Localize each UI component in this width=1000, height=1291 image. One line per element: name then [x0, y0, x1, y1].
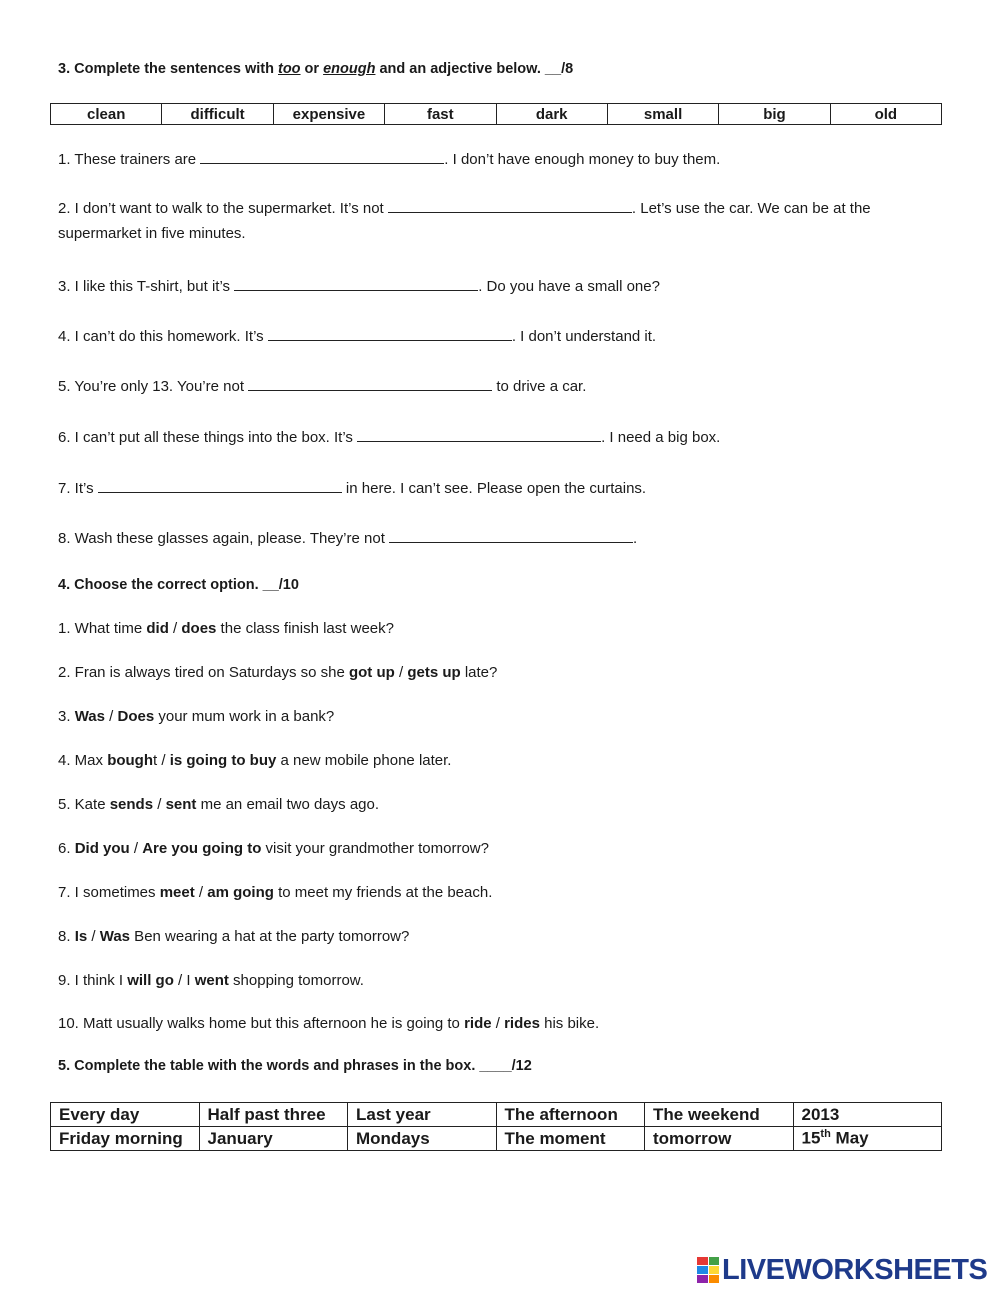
choice-item-8 [58, 928, 409, 945]
choice-text: / I [173, 972, 195, 989]
choice-text: t / [153, 752, 170, 769]
choice-text: / [491, 1015, 505, 1032]
choice-text: / [153, 796, 166, 813]
option-choice[interactable]: Did you [74, 840, 130, 857]
choice-text: Ben wearing a hat at the party tomorrow? [130, 928, 410, 945]
word-cell: old [830, 104, 941, 125]
choice-text: 4. Max [58, 752, 108, 769]
option-choice[interactable]: meet [159, 884, 195, 901]
option-choice[interactable]: does [181, 620, 217, 637]
choice-text: / [87, 928, 100, 945]
option-choice[interactable]: Was [74, 708, 105, 725]
choice-text: your mum work in a bank? [154, 708, 335, 725]
option-choice[interactable]: ride [464, 1015, 492, 1032]
adjective-word-box [50, 103, 942, 125]
option-choice[interactable]: sends [109, 796, 154, 813]
word-cell: difficult [162, 104, 273, 125]
table-cell: tomorrow [645, 1127, 794, 1151]
choice-text: 1. What time [58, 620, 147, 637]
choice-text: the class finish last week? [216, 620, 394, 637]
sentence-text: 8. Wash these glasses again, please. They’re not [58, 530, 390, 547]
choice-text: / [129, 840, 143, 857]
logo-block [697, 1275, 708, 1283]
choice-text: 9. I think I [58, 972, 128, 989]
choice-item-7 [58, 884, 492, 901]
logo-block [697, 1257, 708, 1265]
choice-text: 3. [58, 708, 75, 725]
sentence-text: in here. I can’t see. Please open the curtains. [341, 480, 647, 497]
logo-block [697, 1266, 708, 1274]
choice-text: / [194, 884, 208, 901]
option-choice[interactable]: got up [348, 664, 395, 681]
table-cell: Mondays [348, 1127, 497, 1151]
choice-text: 5. Kate [58, 796, 110, 813]
table-row [51, 1127, 942, 1151]
sentence-1 [58, 149, 720, 168]
option-choice[interactable]: rides [504, 1015, 540, 1032]
choice-text: 8. [58, 928, 75, 945]
choice-text: a new mobile phone later. [276, 752, 452, 769]
word-cell: dark [496, 104, 607, 125]
logo-blocks-icon [697, 1257, 719, 1283]
answer-blank-6[interactable] [357, 427, 601, 442]
choice-text: 7. I sometimes [58, 884, 160, 901]
answer-blank-2[interactable] [388, 198, 632, 213]
option-choice[interactable]: sent [165, 796, 197, 813]
date-number: 15 [801, 1128, 821, 1148]
sentence-6 [58, 427, 720, 446]
table-cell: Half past three [199, 1103, 348, 1127]
sentence-text: 2. I don’t want to walk to the supermarket. It’s not [58, 200, 388, 217]
answer-blank-7[interactable] [98, 478, 342, 493]
heading-or: or [300, 61, 324, 77]
word-cell: big [719, 104, 830, 125]
section-3-heading [58, 61, 573, 77]
logo-block [709, 1266, 720, 1274]
time-expressions-table [50, 1102, 942, 1151]
sentence-text: . Let’s use the car. We can be at the supermarket in five minutes. [58, 200, 871, 242]
answer-blank-8[interactable] [389, 528, 633, 543]
choice-text: 6. [58, 840, 75, 857]
choice-item-4 [58, 752, 451, 769]
table-cell: The afternoon [496, 1103, 645, 1127]
option-choice[interactable]: will go [127, 972, 174, 989]
table-cell-date [793, 1127, 942, 1151]
sentence-text: 5. You’re only 13. You’re not [58, 378, 249, 395]
table-cell: The weekend [645, 1103, 794, 1127]
sentence-text: . I need a big box. [601, 429, 721, 446]
choice-text: 10. Matt usually walks home but this afternoon he is going to [58, 1015, 465, 1032]
answer-blank-5[interactable] [248, 376, 492, 391]
option-choice[interactable]: went [194, 972, 229, 989]
sentence-text: . I don’t understand it. [511, 328, 657, 345]
table-cell: The moment [496, 1127, 645, 1151]
choice-text: his bike. [539, 1015, 600, 1032]
choice-item-1 [58, 620, 394, 637]
word-cell: fast [385, 104, 496, 125]
table-cell: Last year [348, 1103, 497, 1127]
sentence-text: 7. It’s [58, 480, 98, 497]
liveworksheets-logo [697, 1255, 987, 1285]
section-5-heading: 5. Complete the table with the words and phrases in the box. ____/12 [58, 1058, 532, 1074]
sentence-text: . I don’t have enough money to buy them. [444, 151, 721, 168]
choice-text: shopping tomorrow. [228, 972, 364, 989]
option-choice[interactable]: is going to buy [169, 752, 277, 769]
choice-text: / [168, 620, 182, 637]
section-3-heading-pre: 3. Complete the sentences with [58, 61, 278, 77]
table-cell: Friday morning [51, 1127, 200, 1151]
sentence-7 [58, 478, 646, 497]
option-choice[interactable]: Does [117, 708, 155, 725]
sentence-text: 6. I can’t put all these things into the box. It’s [58, 429, 358, 446]
choice-item-9 [58, 972, 364, 989]
sentence-text: 4. I can’t do this homework. It’s [58, 328, 268, 345]
choice-text: late? [460, 664, 498, 681]
choice-text: me an email two days ago. [196, 796, 380, 813]
section-4-heading: 4. Choose the correct option. __/10 [58, 577, 299, 593]
option-choice[interactable]: am going [207, 884, 274, 901]
table-cell: Every day [51, 1103, 200, 1127]
option-choice[interactable]: Is [74, 928, 88, 945]
logo-block [709, 1257, 720, 1265]
sentence-2 [58, 196, 938, 246]
choice-text: 2. Fran is always tired on Saturdays so she [58, 664, 349, 681]
choice-text: / [394, 664, 408, 681]
heading-too: too [277, 61, 301, 77]
choice-text: visit your grandmother tomorrow? [261, 840, 489, 857]
answer-blank-4[interactable] [268, 326, 512, 341]
option-choice[interactable]: bough [107, 752, 154, 769]
logo-block [709, 1275, 720, 1283]
choice-item-6 [58, 840, 489, 857]
choice-text: to meet my friends at the beach. [273, 884, 493, 901]
sentence-text: . Do you have a small one? [478, 278, 660, 295]
sentence-5 [58, 376, 586, 395]
word-cell: clean [51, 104, 162, 125]
sentence-text: 1. These trainers are [58, 151, 201, 168]
word-cell: expensive [273, 104, 384, 125]
sentence-3 [58, 276, 660, 295]
date-ordinal-suffix: th [820, 1128, 831, 1141]
option-choice[interactable]: Was [99, 928, 131, 945]
choice-item-10 [58, 1015, 599, 1032]
heading-enough: enough [323, 61, 376, 77]
table-row [51, 1103, 942, 1127]
answer-blank-3[interactable] [234, 276, 478, 291]
sentence-text: 3. I like this T-shirt, but it’s [58, 278, 235, 295]
choice-item-5 [58, 796, 379, 813]
choice-item-3 [58, 708, 334, 725]
table-cell: January [199, 1127, 348, 1151]
logo-text: LIVEWORKSHEETS [722, 1253, 988, 1286]
table-cell: 2013 [793, 1103, 942, 1127]
date-month: May [830, 1128, 869, 1148]
choice-item-2 [58, 664, 497, 681]
answer-blank-1[interactable] [200, 149, 444, 164]
option-choice[interactable]: did [146, 620, 169, 637]
choice-text: / [104, 708, 118, 725]
sentence-text: to drive a car. [492, 378, 587, 395]
sentence-8 [58, 528, 637, 547]
option-choice[interactable]: gets up [407, 664, 461, 681]
option-choice[interactable]: Are you going to [142, 840, 262, 857]
word-cell: small [607, 104, 718, 125]
section-3-heading-post: and an adjective below. __/8 [375, 61, 574, 77]
sentence-text: . [633, 530, 638, 547]
sentence-4 [58, 326, 656, 345]
